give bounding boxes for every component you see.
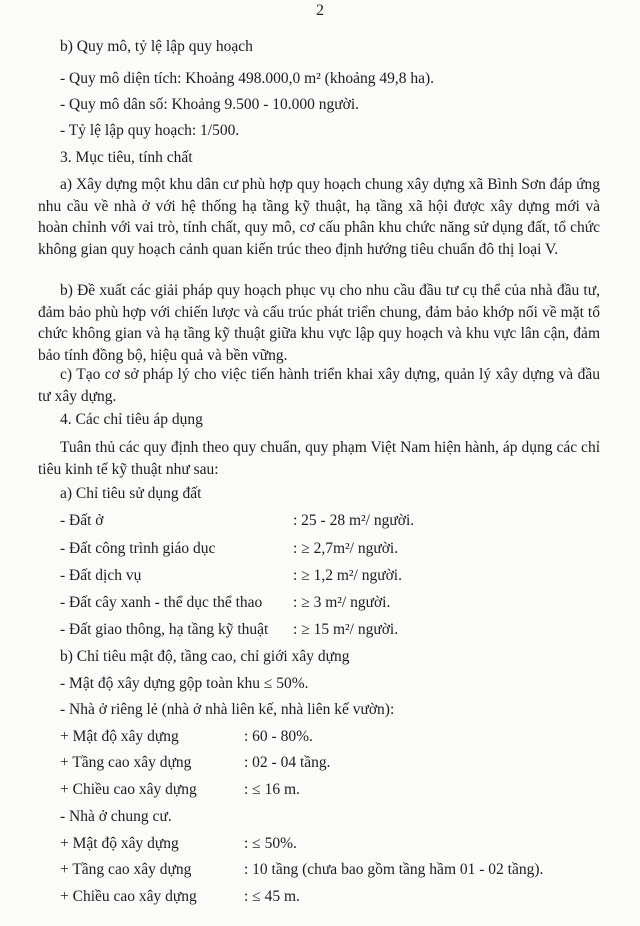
land-use-row — [60, 620, 399, 640]
objective-c: c) Tạo cơ sở pháp lý cho việc tiến hành triển khai xây dựng, quản lý xây dựng và đầu tư xây dựng. — [38, 366, 600, 405]
land-use-row — [60, 566, 402, 586]
land-use-value: : ≥ 15 m²/ người. — [293, 621, 399, 638]
land-use-title: a) Chỉ tiêu sử dụng đất — [60, 485, 202, 502]
apartment-value: : 10 tầng (chưa bao gồm tầng hầm 01 - 02 tầng). — [244, 861, 544, 878]
page-number: 2 — [316, 2, 324, 19]
apartment-value: : ≤ 50%. — [244, 835, 297, 852]
land-use-value: : 25 - 28 m²/ người. — [293, 512, 415, 529]
scale-population: - Quy mô dân số: Khoảng 9.500 - 10.000 người. — [60, 96, 360, 113]
land-use-value: : ≥ 2,7m²/ người. — [293, 540, 399, 557]
private-house-value: : 60 - 80%. — [244, 728, 313, 745]
section-3-title: 3. Mục tiêu, tính chất — [60, 149, 193, 166]
density-overall: - Mật độ xây dựng gộp toàn khu ≤ 50%. — [60, 675, 309, 692]
scale-area: - Quy mô diện tích: Khoảng 498.000,0 m² (khoảng 49,8 ha). — [60, 70, 435, 87]
apartment-label: + Chiều cao xây dựng — [60, 888, 197, 905]
land-use-label: - Đất cây xanh - thể dục thể thao — [60, 594, 263, 611]
private-house-label: + Chiều cao xây dựng — [60, 781, 197, 798]
section-4-intro: Tuân thủ các quy định theo quy chuẩn, quy phạm Việt Nam hiện hành, áp dụng các chỉ tiêu kinh tế kỹ thuật như sau: — [38, 439, 600, 478]
land-use-label: - Đất dịch vụ — [60, 567, 142, 584]
private-house-row — [60, 753, 331, 773]
private-house-label: + Tầng cao xây dựng — [60, 754, 192, 771]
land-use-row — [60, 593, 391, 613]
private-house-label: + Mật độ xây dựng — [60, 728, 179, 745]
apartment-row — [60, 860, 544, 880]
section-4-title: 4. Các chỉ tiêu áp dụng — [60, 411, 203, 428]
land-use-value: : ≥ 1,2 m²/ người. — [293, 567, 402, 584]
private-house-title: - Nhà ở riêng lẻ (nhà ở nhà liên kế, nhà liên kế vườn): — [60, 701, 395, 718]
apartment-value: : ≤ 45 m. — [244, 888, 300, 905]
apartment-row — [60, 834, 297, 854]
private-house-value: : ≤ 16 m. — [244, 781, 300, 798]
objective-b: b) Đề xuất các giải pháp quy hoạch phục vụ cho nhu cầu đầu tư cụ thể của nhà đầu tư, đảm bảo phù hợp với chiến lược và cấu trúc phát triển chung, đảm bảo khớp nối về mặt tổ chức không gian và hạ tầng kỹ thuật giữa khu vực lập quy hoạch và khu vực lân cận, đảm bảo tính đồng bộ, hiệu quả và bền vững. — [38, 282, 600, 364]
land-use-label: - Đất công trình giáo dục — [60, 540, 216, 557]
apartment-title: - Nhà ở chung cư. — [60, 808, 172, 825]
land-use-row — [60, 539, 399, 559]
private-house-value: : 02 - 04 tầng. — [244, 754, 331, 771]
objective-a: a) Xây dựng một khu dân cư phù hợp quy hoạch chung xây dựng xã Bình Sơn đáp ứng nhu cầu về nhà ở với hệ thống hạ tầng kỹ thuật, hạ tầng xã hội được xây dựng mới và hoàn chỉnh với vai trò, tính chất, quy mô, cơ cấu phân khu chức năng sử dụng đất, tổ chức không gian quy hoạch cảnh quan kiến trúc theo định hướng tiêu chuẩn đô thị loại V. — [38, 176, 600, 258]
apartment-row — [60, 887, 300, 907]
density-title: b) Chỉ tiêu mật độ, tầng cao, chỉ giới xây dựng — [60, 648, 350, 665]
section-b-title: b) Quy mô, tỷ lệ lập quy hoạch — [60, 38, 253, 55]
private-house-row — [60, 780, 300, 800]
land-use-row — [60, 511, 415, 531]
apartment-label: + Mật độ xây dựng — [60, 835, 179, 852]
land-use-label: - Đất giao thông, hạ tầng kỹ thuật — [60, 621, 269, 638]
land-use-value: : ≥ 3 m²/ người. — [293, 594, 391, 611]
scale-ratio: - Tỷ lệ lập quy hoạch: 1/500. — [60, 122, 240, 139]
private-house-row — [60, 727, 313, 747]
apartment-label: + Tầng cao xây dựng — [60, 861, 192, 878]
land-use-label: - Đất ở — [60, 512, 104, 529]
